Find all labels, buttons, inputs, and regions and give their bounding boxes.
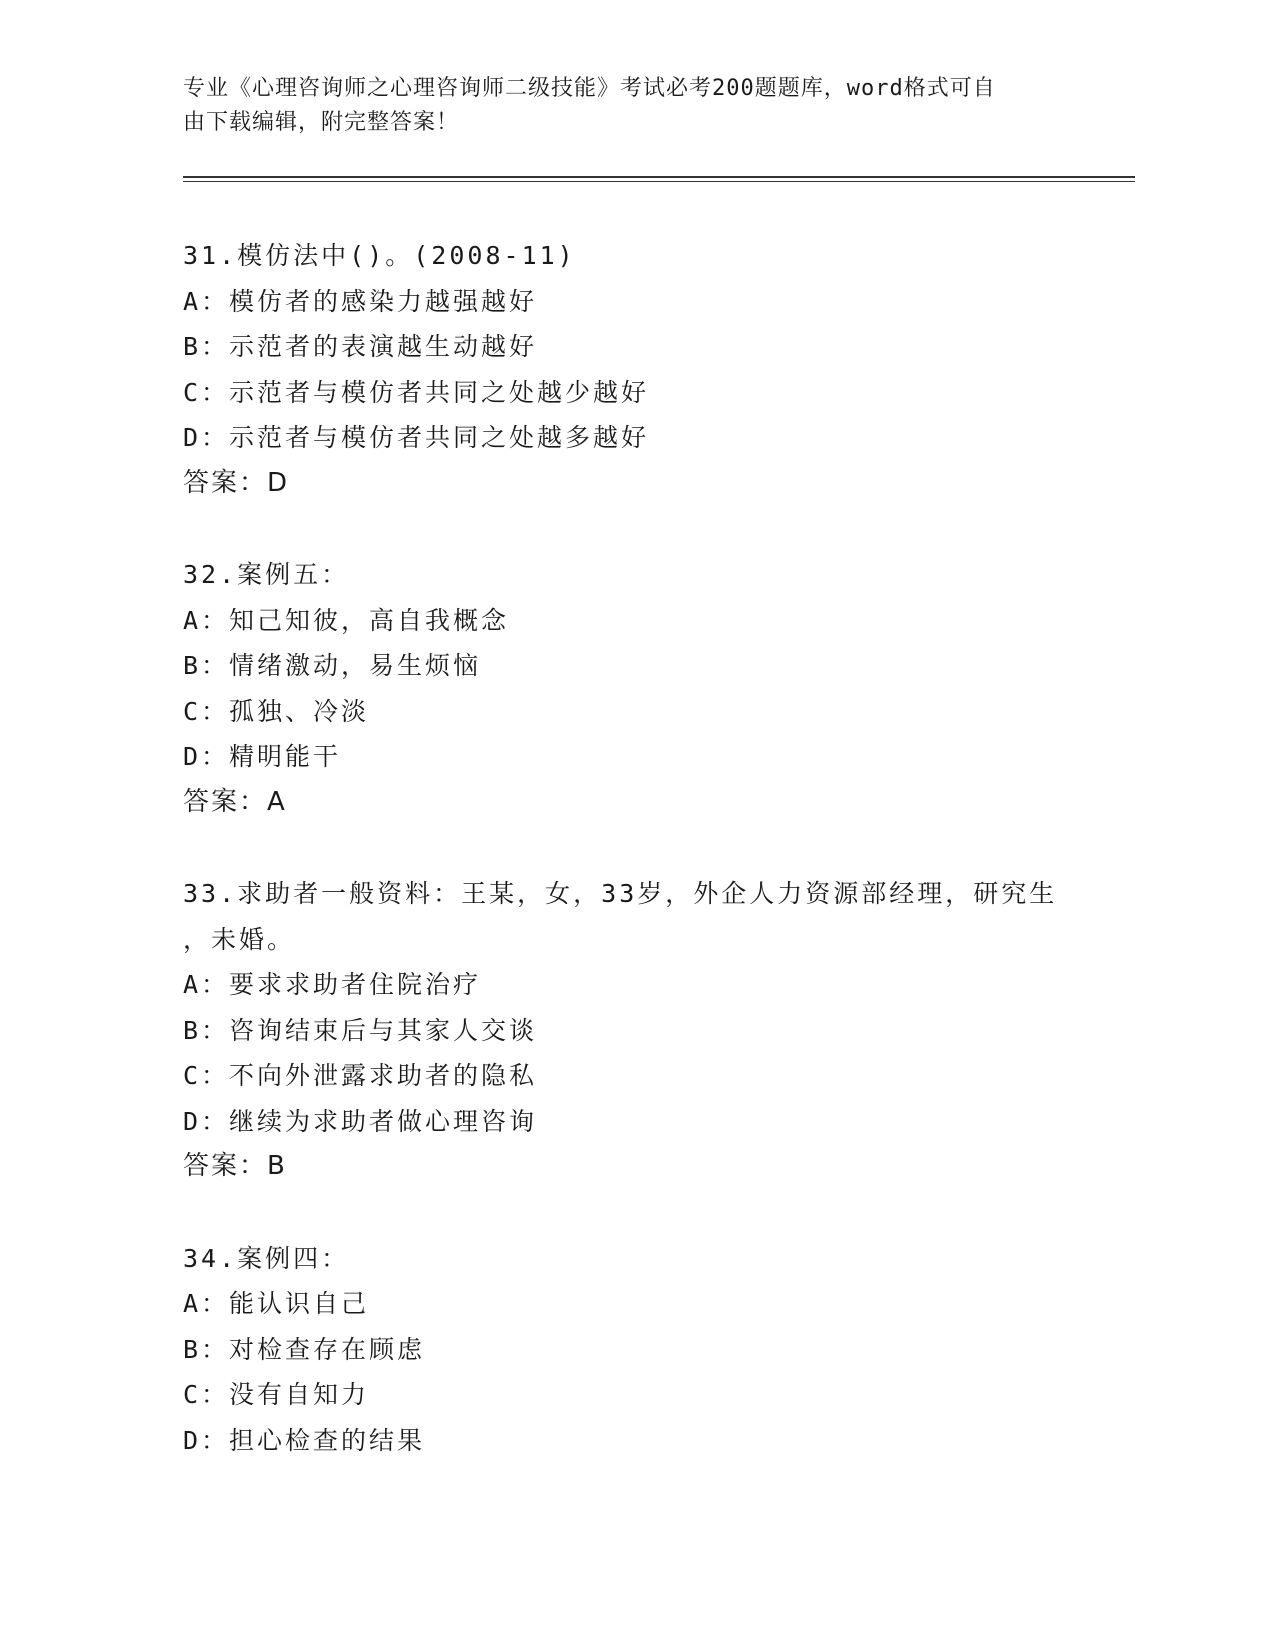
option-a: A：模仿者的感染力越强越好: [183, 286, 538, 316]
option-a: A：知己知彼，高自我概念: [183, 605, 510, 635]
question-31: [183, 233, 1083, 506]
option-c: C：示范者与模仿者共同之处越少越好: [183, 377, 650, 407]
header-line-1: 专业《心理咨询师之心理咨询师二级技能》考试必考200题题库，word格式可自: [183, 76, 996, 101]
option-c: C：没有自知力: [183, 1380, 370, 1409]
option-b: B：示范者的表演越生动越好: [183, 332, 538, 361]
answer-label: 答案：A: [183, 786, 287, 817]
option-c: C：孤独、冷淡: [183, 696, 370, 726]
question-stem: 33.求助者一般资料：王某，女，33岁，外企人力资源部经理，研究生: [183, 879, 1058, 908]
option-b: B：情绪激动，易生烦恼: [183, 651, 482, 680]
question-stem: 34.案例四：: [183, 1243, 350, 1273]
question-list: [183, 233, 1083, 1509]
option-d: D：精明能干: [183, 742, 342, 771]
answer-label: 答案：D: [183, 467, 290, 498]
option-c: C：不向外泄露求助者的隐私: [183, 1061, 538, 1090]
header-line-2: 由下载编辑，附完整答案！: [183, 110, 460, 135]
option-b: B：对检查存在顾虑: [183, 1334, 426, 1364]
answer-label: 答案：B: [183, 1151, 287, 1181]
option-d: D：担心检查的结果: [183, 1425, 426, 1455]
header-divider-thin: [183, 181, 1135, 182]
question-stem: 32.案例五：: [183, 560, 350, 589]
question-32: [183, 552, 1083, 825]
option-d: D：继续为求助者做心理咨询: [183, 1106, 538, 1136]
question-34: [183, 1236, 1083, 1464]
question-stem-continued: ，未婚。: [183, 924, 296, 954]
question-stem: 31.模仿法中()。(2008-11): [183, 241, 576, 270]
option-a: A：要求求助者住院治疗: [183, 970, 482, 999]
header-divider-thick: [183, 176, 1135, 178]
option-d: D：示范者与模仿者共同之处越多越好: [183, 423, 650, 452]
document-header: [183, 72, 1063, 140]
question-33: [183, 871, 1083, 1190]
option-a: A：能认识自己: [183, 1289, 370, 1318]
option-b: B：咨询结束后与其家人交谈: [183, 1015, 538, 1045]
